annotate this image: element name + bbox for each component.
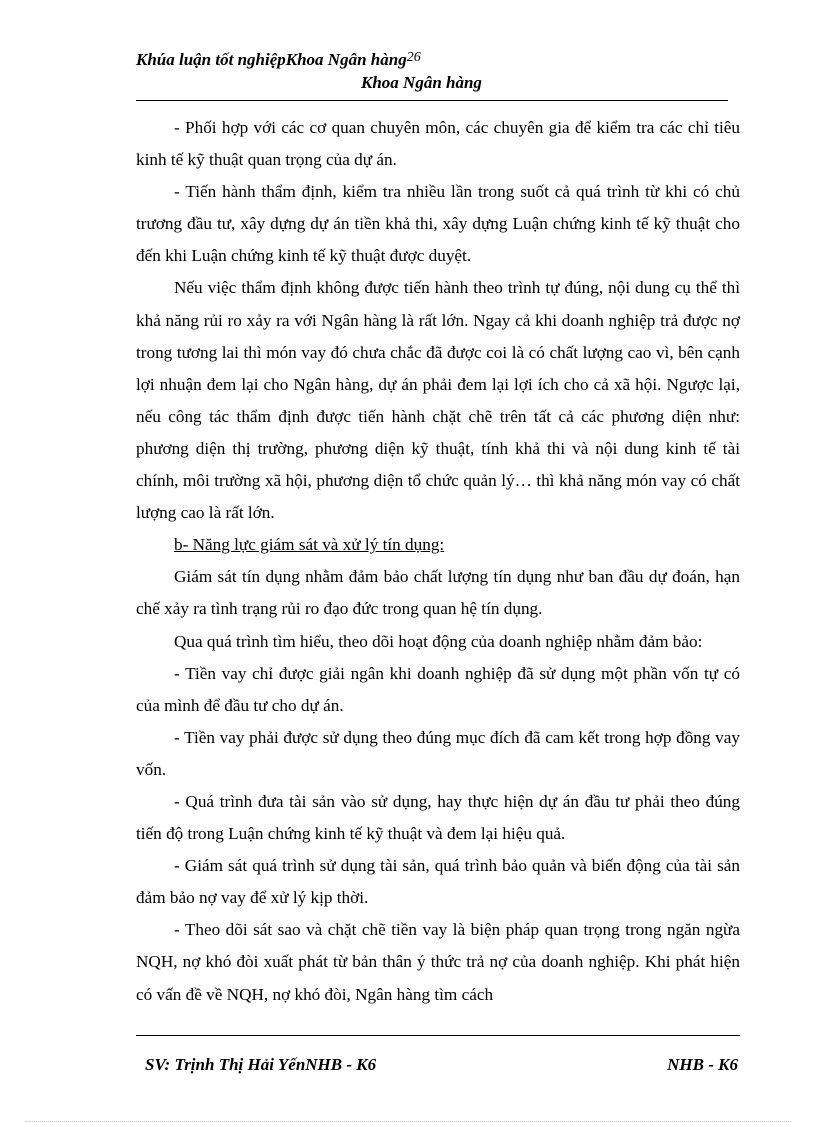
- paragraph: Giám sát tín dụng nhằm đảm bảo chất lượng tín dụng như ban đầu dự đoán, hạn chế xảy ra tình trạng rủi ro đạo đức trong quan hệ tín dụng.: [136, 567, 740, 619]
- paragraph: - Tiến hành thẩm định, kiểm tra nhiều lần trong suốt cả quá trình từ khi có chủ trương đầu tư, xây dựng dự án tiền khả thi, xây dựng Luận chứng kinh tế kỹ thuật cho đến khi Luận chứng kinh tế kỹ thuật được duyệt.: [136, 182, 740, 266]
- header-title: [136, 50, 421, 70]
- footer-author: SV: Trịnh Thị Hải YếnNHB - K6: [145, 1055, 377, 1074]
- paragraph: - Phối hợp với các cơ quan chuyên môn, các chuyên gia để kiểm tra các chỉ tiêu kinh tế kỹ thuật quan trọng của dự án.: [136, 118, 740, 170]
- paragraph: - Theo dõi sát sao và chặt chẽ tiền vay là biện pháp quan trọng trong ngăn ngừa NQH, nợ khó đòi xuất phát từ bản thân ý thức trả nợ của doanh nghiệp. Khi phát hiện có vấn đề về NQH, nợ khó đòi, Ngân hàng tìm cách: [136, 920, 740, 1004]
- header-subtitle: Khoa Ngân hàng: [361, 73, 482, 92]
- footer-class: NHB - K6: [667, 1055, 738, 1074]
- paragraph: Nếu việc thẩm định không được tiến hành theo trình tự đúng, nội dung cụ thể thì khả năng rủi ro xảy ra với Ngân hàng là rất lớn. Ngay cả khi doanh nghiệp trả được nợ trong tương lai thì món vay đó chưa chắc đã được coi là có chất lượng cao vì, bên cạnh lợi nhuận đem lại cho Ngân hàng, dự án phải đem lại lợi ích cho cả xã hội. Ngược lại, nếu công tác thẩm định được tiến hành chặt chẽ trên tất cả các phương diện như: phương diện thị trường, phương diện kỹ thuật, tính khả thi và nội dung kinh tế tài chính, môi trường xã hội, phương diện tổ chức quản lý… thì khả năng món vay có chất lượng cao là rất lớn.: [136, 278, 740, 523]
- footer-divider: [136, 1035, 740, 1036]
- header-title-text: Khúa luận tốt nghiệpKhoa Ngân hàng: [136, 50, 407, 69]
- body-text: [136, 112, 740, 1011]
- paragraph: - Quá trình đưa tài sản vào sử dụng, hay thực hiện dự án đầu tư phải theo đúng tiến độ trong Luận chứng kinh tế kỹ thuật và đem lại hiệu quả.: [136, 791, 740, 844]
- paragraph: - Tiền vay phải được sử dụng theo đúng mục đích đã cam kết trong hợp đồng vay vốn.: [136, 727, 740, 779]
- paragraph: - Tiền vay chỉ được giải ngân khi doanh nghiệp đã sử dụng một phần vốn tự có của mình để đầu tư cho dự án.: [136, 663, 740, 715]
- header-divider: [136, 100, 728, 101]
- page-number: 26: [406, 50, 421, 65]
- page-boundary: [25, 1121, 791, 1122]
- section-heading: b- Năng lực giám sát và xử lý tín dụng:: [174, 535, 445, 555]
- paragraph: - Giám sát quá trình sử dụng tài sản, quá trình bảo quản và biến động của tài sản đảm bảo nợ vay để xử lý kịp thời.: [136, 856, 740, 908]
- paragraph: Qua quá trình tìm hiểu, theo dõi hoạt động của doanh nghiệp nhằm đảm bảo:: [174, 631, 703, 651]
